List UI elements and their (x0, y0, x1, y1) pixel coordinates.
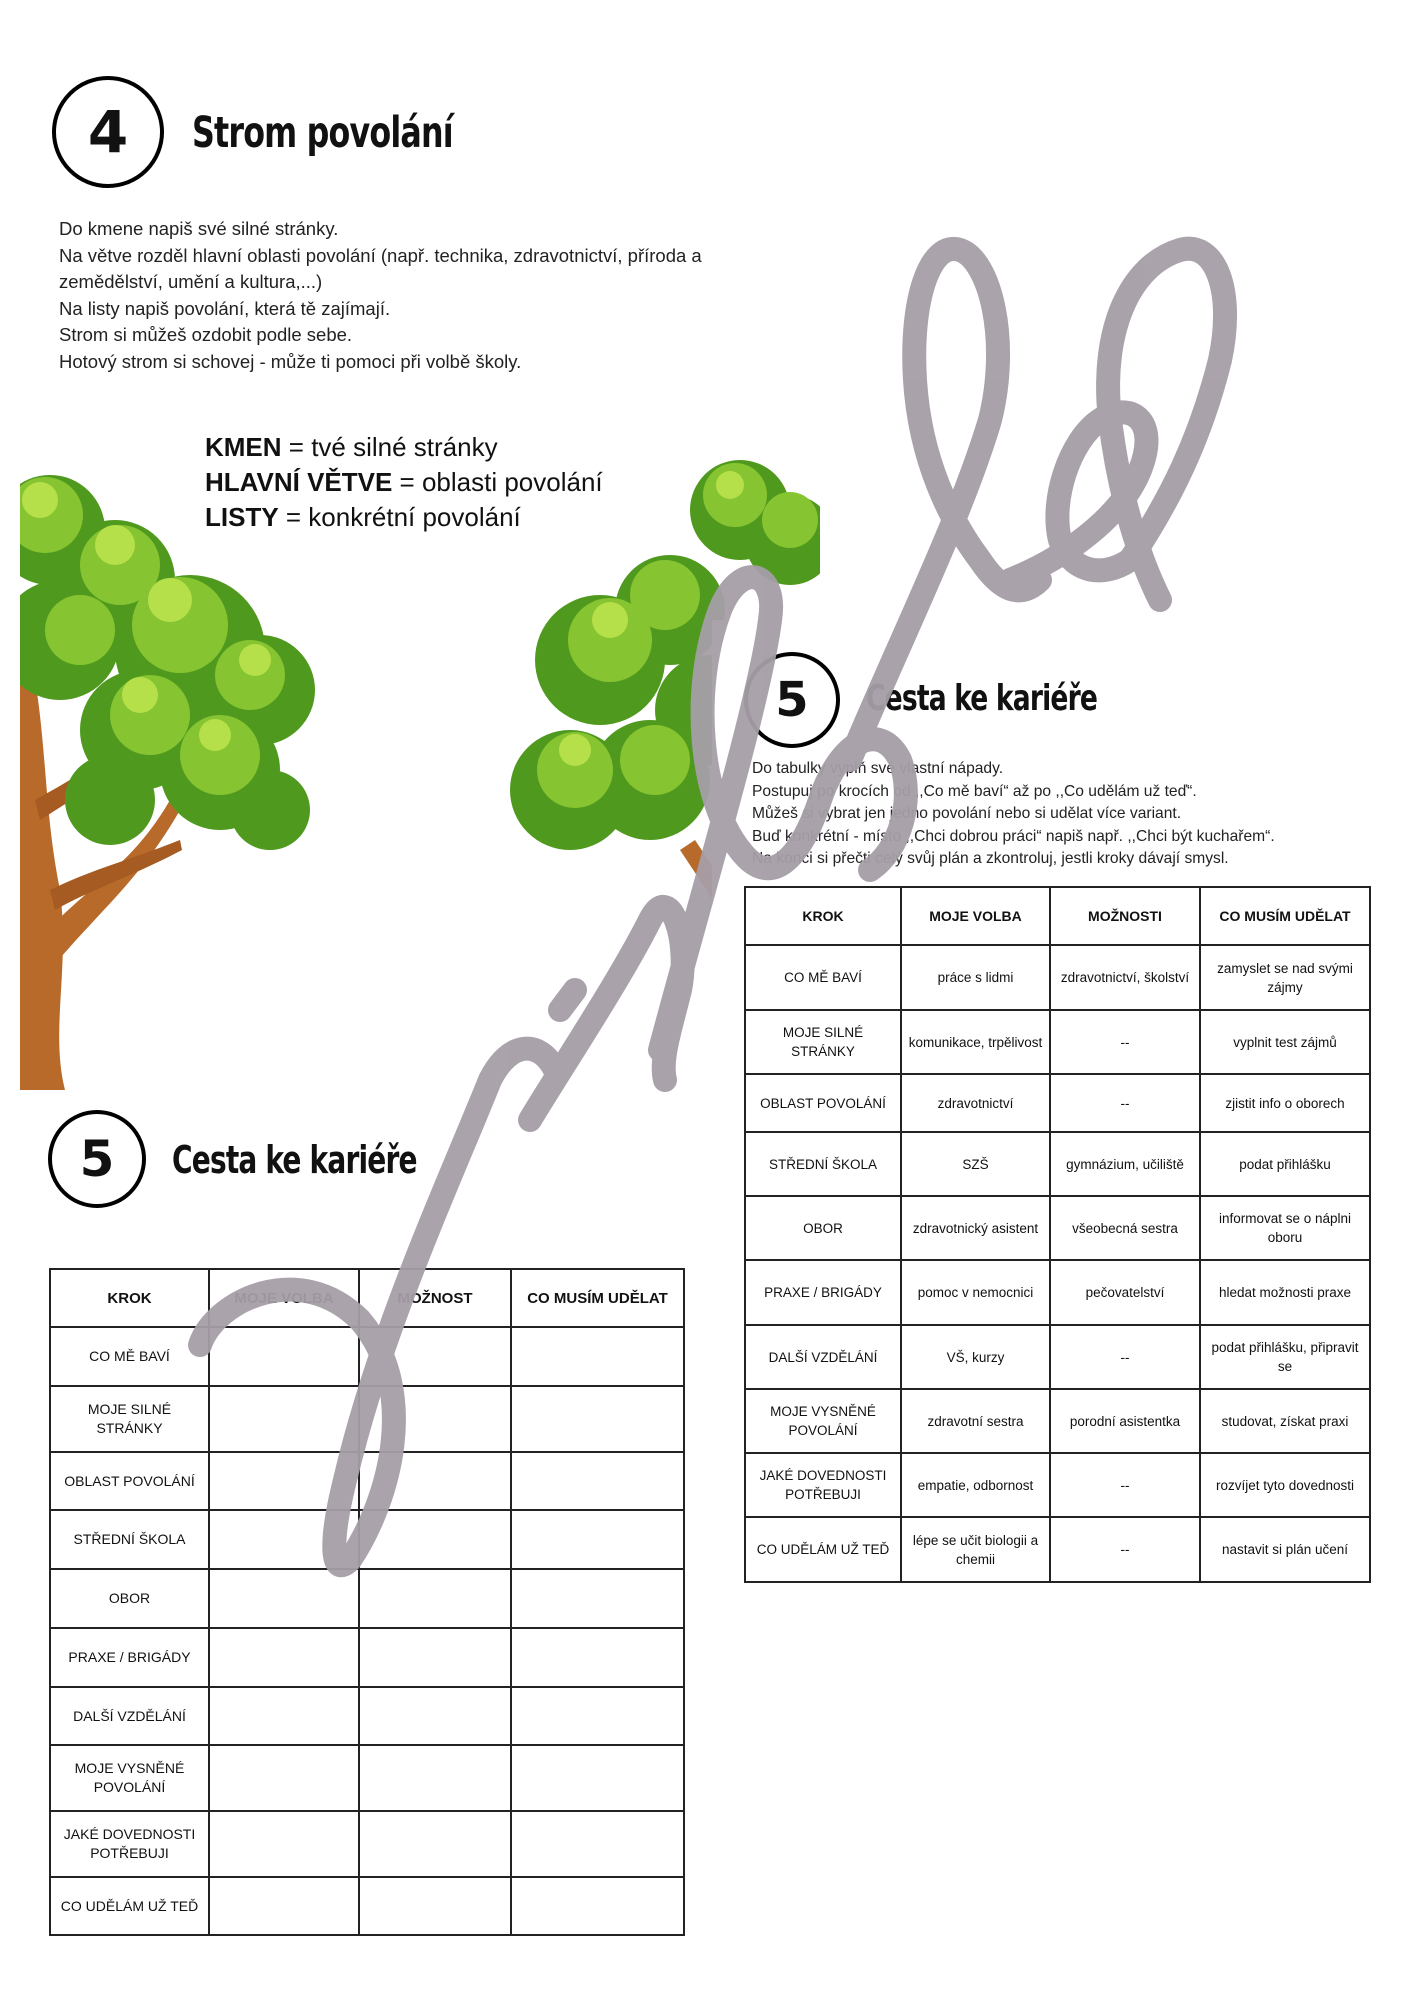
empty-cell[interactable] (359, 1628, 511, 1687)
todo-cell: hledat možnosti praxe (1200, 1260, 1370, 1325)
table-row (50, 1569, 684, 1628)
table-row (50, 1452, 684, 1510)
instruction-line: Na větve rozděl hlavní oblasti povolání (např. technika, zdravotnictví, příroda a (59, 244, 702, 266)
legend-line (205, 465, 603, 500)
step-label: PRAXE / BRIGÁDY (50, 1628, 209, 1687)
options-cell: -- (1050, 1010, 1200, 1074)
section-4-legend (205, 430, 603, 535)
table-row (745, 1325, 1370, 1389)
my-choice-cell: komunikace, trpělivost (901, 1010, 1050, 1074)
empty-cell[interactable] (359, 1386, 511, 1452)
instruction-line: Buď konkrétní - místo ,,Chci dobrou práci“ napiš např. ,,Chci být kuchařem“. (752, 827, 1275, 845)
empty-cell[interactable] (359, 1877, 511, 1935)
header-cell: MOJE VOLBA (901, 887, 1050, 945)
table-row (50, 1745, 684, 1811)
legend-term: HLAVNÍ VĚTVE (205, 467, 393, 497)
step-label: CO UDĚLÁM UŽ TEĎ (745, 1517, 901, 1582)
todo-cell: informovat se o náplni oboru (1200, 1196, 1370, 1260)
header-cell: MOJE VOLBA (209, 1269, 359, 1327)
legend-term: LISTY (205, 502, 279, 532)
instruction-line: Do tabulky vyplň své vlastní nápady. (752, 760, 1004, 777)
step-label: OBLAST POVOLÁNÍ (745, 1074, 901, 1132)
empty-cell[interactable] (209, 1877, 359, 1935)
empty-cell[interactable] (511, 1510, 684, 1569)
step-label: STŘEDNÍ ŠKOLA (50, 1510, 209, 1569)
my-choice-cell: zdravotní sestra (901, 1389, 1050, 1453)
table-row (745, 1260, 1370, 1325)
options-cell: porodní asistentka (1050, 1389, 1200, 1453)
todo-cell: rozvíjet tyto dovednosti (1200, 1453, 1370, 1517)
todo-cell: podat přihlášku, připravit se (1200, 1325, 1370, 1389)
table-row (745, 1389, 1370, 1453)
step-label: MOJE VYSNĚNÉ POVOLÁNÍ (745, 1389, 901, 1453)
instruction-line: Postupuj po krocích od ,,Co mě baví“ až po ,,Co udělám už teď“. (752, 782, 1197, 800)
empty-cell[interactable] (359, 1569, 511, 1628)
header-cell: CO MUSÍM UDĚLAT (511, 1269, 684, 1327)
step-label: PRAXE / BRIGÁDY (745, 1260, 901, 1325)
todo-cell: zamyslet se nad svými zájmy (1200, 945, 1370, 1010)
options-cell: všeobecná sestra (1050, 1196, 1200, 1260)
empty-cell[interactable] (209, 1628, 359, 1687)
legend-line (205, 500, 603, 535)
step-label: JAKÉ DOVEDNOSTI POTŘEBUJI (745, 1453, 901, 1517)
table-row (745, 1517, 1370, 1582)
table-row (50, 1877, 684, 1935)
legend-term: KMEN (205, 432, 282, 462)
instruction-line: Hotový strom si schovej - může ti pomoci při volbě školy. (59, 350, 522, 372)
header-cell: KROK (745, 887, 901, 945)
section-4-number-badge: 4 (52, 76, 164, 188)
filled-section-title: Cesta ke kariéře (866, 678, 1098, 719)
legend-definition: = konkrétní povolání (278, 502, 521, 532)
instruction-line: Do kmene napiš své silné stránky. (59, 218, 339, 239)
options-cell: -- (1050, 1517, 1200, 1582)
table-row (745, 1074, 1370, 1132)
filled-section-instructions (752, 758, 1275, 871)
empty-cell[interactable] (209, 1811, 359, 1877)
header-cell: MOŽNOSTI (1050, 887, 1200, 945)
empty-cell[interactable] (511, 1687, 684, 1745)
my-choice-cell: empatie, odbornost (901, 1453, 1050, 1517)
step-label: DALŠÍ VZDĚLÁNÍ (50, 1687, 209, 1745)
step-label: MOJE VYSNĚNÉ POVOLÁNÍ (50, 1745, 209, 1811)
table-row (745, 1010, 1370, 1074)
table-row (50, 1386, 684, 1452)
header-cell: KROK (50, 1269, 209, 1327)
instruction-line: zemědělství, umění a kultura,...) (59, 271, 323, 293)
empty-cell[interactable] (359, 1687, 511, 1745)
empty-cell[interactable] (511, 1569, 684, 1628)
empty-cell[interactable] (209, 1687, 359, 1745)
my-choice-cell: zdravotnický asistent (901, 1196, 1050, 1260)
my-choice-cell: lépe se učit biologii a chemii (901, 1517, 1050, 1582)
options-cell: -- (1050, 1453, 1200, 1517)
todo-cell: nastavit si plán učení (1200, 1517, 1370, 1582)
step-label: OBOR (745, 1196, 901, 1260)
table-row (50, 1811, 684, 1877)
step-label: CO MĚ BAVÍ (50, 1327, 209, 1386)
empty-cell[interactable] (209, 1386, 359, 1452)
my-choice-cell: práce s lidmi (901, 945, 1050, 1010)
empty-cell[interactable] (511, 1327, 684, 1386)
empty-cell[interactable] (359, 1327, 511, 1386)
instruction-line: Na konci si přečti celý svůj plán a zkontroluj, jestli kroky dávají smysl. (752, 850, 1229, 867)
table-row (745, 1453, 1370, 1517)
table-row (745, 1132, 1370, 1196)
header-cell: CO MUSÍM UDĚLAT (1200, 887, 1370, 945)
step-label: JAKÉ DOVEDNOSTI POTŘEBUJI (50, 1811, 209, 1877)
todo-cell: zjistit info o oborech (1200, 1074, 1370, 1132)
instruction-line: Na listy napiš povolání, která tě zajímají. (59, 297, 391, 319)
step-label: CO UDĚLÁM UŽ TEĎ (50, 1877, 209, 1935)
filled-section-number-badge: 5 (744, 652, 840, 748)
step-label: MOJE SILNÉ STRÁNKY (50, 1386, 209, 1452)
step-label: CO MĚ BAVÍ (745, 945, 901, 1010)
step-label: MOJE SILNÉ STRÁNKY (745, 1010, 901, 1074)
empty-cell[interactable] (511, 1811, 684, 1877)
options-cell: -- (1050, 1325, 1200, 1389)
empty-cell[interactable] (511, 1386, 684, 1452)
table-row (50, 1687, 684, 1745)
instruction-line: Můžeš si vybrat jen jedno povolání nebo si udělat více variant. (752, 805, 1182, 822)
todo-cell: studovat, získat praxi (1200, 1389, 1370, 1453)
my-choice-cell: pomoc v nemocnici (901, 1260, 1050, 1325)
legend-definition: = oblasti povolání (392, 467, 603, 497)
options-cell: pečovatelství (1050, 1260, 1200, 1325)
options-cell: gymnázium, učiliště (1050, 1132, 1200, 1196)
empty-cell[interactable] (209, 1327, 359, 1386)
filled-career-table (744, 886, 1371, 1583)
options-cell: zdravotnictví, školství (1050, 945, 1200, 1010)
step-label: OBOR (50, 1569, 209, 1628)
empty-cell[interactable] (511, 1745, 684, 1811)
empty-cell[interactable] (359, 1510, 511, 1569)
step-label: OBLAST POVOLÁNÍ (50, 1452, 209, 1510)
section-4-title: Strom povolání (192, 108, 453, 158)
my-choice-cell: SZŠ (901, 1132, 1050, 1196)
empty-cell[interactable] (511, 1877, 684, 1935)
legend-definition: = tvé silné stránky (281, 432, 498, 462)
table-row (745, 1196, 1370, 1260)
table-row (50, 1327, 684, 1386)
empty-cell[interactable] (359, 1745, 511, 1811)
tree-illustration-left (20, 470, 320, 1090)
empty-cell[interactable] (359, 1811, 511, 1877)
step-label: STŘEDNÍ ŠKOLA (745, 1132, 901, 1196)
todo-cell: podat přihlášku (1200, 1132, 1370, 1196)
step-label: DALŠÍ VZDĚLÁNÍ (745, 1325, 901, 1389)
empty-cell[interactable] (511, 1452, 684, 1510)
table-row (50, 1510, 684, 1569)
empty-cell[interactable] (511, 1628, 684, 1687)
table-row (745, 945, 1370, 1010)
my-choice-cell: zdravotnictví (901, 1074, 1050, 1132)
empty-cell[interactable] (209, 1510, 359, 1569)
empty-cell[interactable] (209, 1569, 359, 1628)
table-header-row (50, 1269, 684, 1327)
my-choice-cell: VŠ, kurzy (901, 1325, 1050, 1389)
options-cell: -- (1050, 1074, 1200, 1132)
blank-section-title: Cesta ke kariéře (172, 1138, 417, 1182)
legend-line (205, 430, 603, 465)
blank-career-table (49, 1268, 685, 1936)
table-header-row (745, 887, 1370, 945)
blank-section-number-badge: 5 (48, 1110, 146, 1208)
instruction-line: Strom si můžeš ozdobit podle sebe. (59, 324, 353, 346)
empty-cell[interactable] (209, 1452, 359, 1510)
table-row (50, 1628, 684, 1687)
empty-cell[interactable] (209, 1745, 359, 1811)
todo-cell: vyplnit test zájmů (1200, 1010, 1370, 1074)
section-4-instructions (59, 216, 702, 376)
header-cell: MOŽNOST (359, 1269, 511, 1327)
empty-cell[interactable] (359, 1452, 511, 1510)
